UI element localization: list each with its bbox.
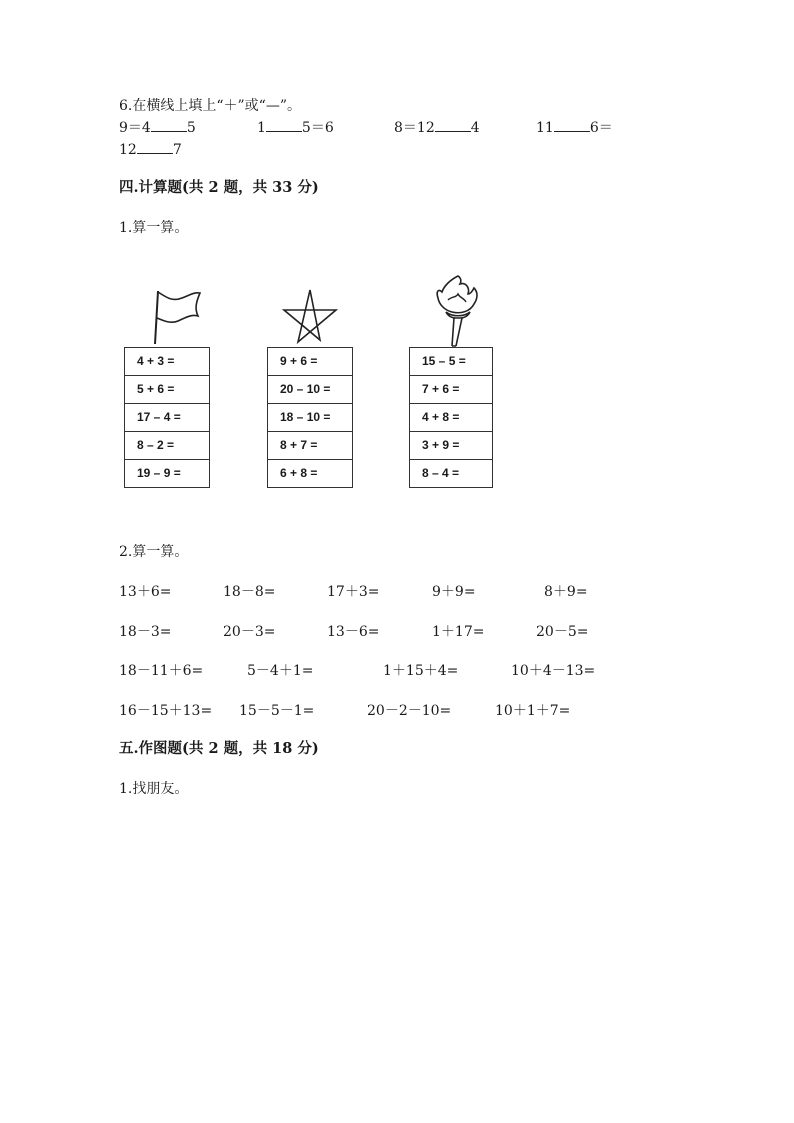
calc-expression[interactable]: 10＋1＋7= bbox=[495, 703, 571, 719]
calc-expression[interactable]: 20－3= bbox=[223, 624, 276, 640]
calc-cell[interactable]: 4 + 8 = bbox=[410, 403, 492, 431]
calc-cell[interactable]: 9 + 6 = bbox=[268, 347, 352, 375]
torch-calc-table bbox=[409, 347, 493, 488]
calc-expression[interactable]: 18－3= bbox=[119, 624, 172, 640]
q6-item-4 bbox=[536, 119, 613, 137]
calc-expression[interactable]: 13＋6= bbox=[119, 584, 172, 600]
calc-expression[interactable]: 1＋15＋4= bbox=[383, 663, 459, 679]
calc-expression[interactable]: 16－15＋13= bbox=[119, 703, 213, 719]
section4-q2-title: 2.算一算。 bbox=[119, 544, 189, 560]
q6-item-right: 4 bbox=[470, 120, 480, 136]
calc-cell[interactable]: 5 + 6 = bbox=[125, 375, 209, 403]
q6-item-2 bbox=[257, 119, 334, 137]
calc-cell[interactable]: 20 – 10 = bbox=[268, 375, 352, 403]
calc-cell[interactable]: 17 – 4 = bbox=[125, 403, 209, 431]
section4-heading: 四.计算题(共 2 题，共 33 分) bbox=[119, 179, 319, 196]
answer-blank[interactable] bbox=[151, 119, 187, 132]
calc-expression[interactable]: 10＋4－13= bbox=[511, 663, 596, 679]
q6-item-1 bbox=[119, 119, 196, 137]
calc-expression[interactable]: 20－5= bbox=[536, 624, 589, 640]
flag-calc-table bbox=[124, 347, 210, 488]
torch-icon bbox=[430, 272, 486, 348]
star-icon bbox=[280, 288, 340, 346]
calc-expression[interactable]: 13－6= bbox=[327, 624, 380, 640]
calc-cell[interactable]: 19 – 9 = bbox=[125, 459, 209, 487]
section5-heading: 五.作图题(共 2 题，共 18 分) bbox=[119, 740, 319, 757]
calc-cell[interactable]: 15 – 5 = bbox=[410, 347, 492, 375]
calc-cell[interactable]: 8 – 4 = bbox=[410, 459, 492, 487]
calc-expression[interactable]: 15－5－1= bbox=[239, 703, 315, 719]
calc-expression[interactable]: 20－2－10= bbox=[367, 703, 452, 719]
answer-blank[interactable] bbox=[137, 141, 173, 154]
q6-item-left: 12 bbox=[119, 142, 137, 158]
calc-cell[interactable]: 8 + 7 = bbox=[268, 431, 352, 459]
q6-item-5 bbox=[119, 141, 182, 159]
q6-item-left: 11 bbox=[536, 120, 554, 136]
calc-cell[interactable]: 7 + 6 = bbox=[410, 375, 492, 403]
section5-q1-title: 1.找朋友。 bbox=[119, 781, 189, 797]
q6-item-left: 8＝12 bbox=[394, 120, 435, 136]
calc-expression[interactable]: 5－4＋1= bbox=[247, 663, 314, 679]
calc-expression[interactable]: 1＋17= bbox=[432, 624, 485, 640]
calc-cell[interactable]: 18 – 10 = bbox=[268, 403, 352, 431]
star-calc-table bbox=[267, 347, 353, 488]
section4-q1-title: 1.算一算。 bbox=[119, 220, 189, 236]
calc-cell[interactable]: 6 + 8 = bbox=[268, 459, 352, 487]
calc-expression[interactable]: 8＋9= bbox=[544, 584, 588, 600]
q6-item-right: 5 bbox=[186, 120, 196, 136]
calc-expression[interactable]: 18－11＋6= bbox=[119, 663, 204, 679]
q6-item-right: 7 bbox=[172, 142, 182, 158]
answer-blank[interactable] bbox=[266, 119, 302, 132]
flag-icon bbox=[148, 288, 208, 348]
q6-item-left: 9＝4 bbox=[119, 120, 151, 136]
calc-expression[interactable]: 18－8= bbox=[223, 584, 276, 600]
q6-item-right: 6＝ bbox=[589, 120, 613, 136]
answer-blank[interactable] bbox=[435, 119, 471, 132]
answer-blank[interactable] bbox=[554, 119, 590, 132]
q6-title: 6.在横线上填上“＋”或“—”。 bbox=[119, 98, 301, 114]
calc-cell[interactable]: 3 + 9 = bbox=[410, 431, 492, 459]
calc-cell[interactable]: 8 – 2 = bbox=[125, 431, 209, 459]
q6-item-left: 1 bbox=[257, 120, 266, 136]
calc-cell[interactable]: 4 + 3 = bbox=[125, 347, 209, 375]
calc-expression[interactable]: 17＋3= bbox=[327, 584, 380, 600]
q6-item-3 bbox=[394, 119, 480, 137]
calc-expression[interactable]: 9＋9= bbox=[432, 584, 476, 600]
q6-item-right: 5＝6 bbox=[301, 120, 334, 136]
